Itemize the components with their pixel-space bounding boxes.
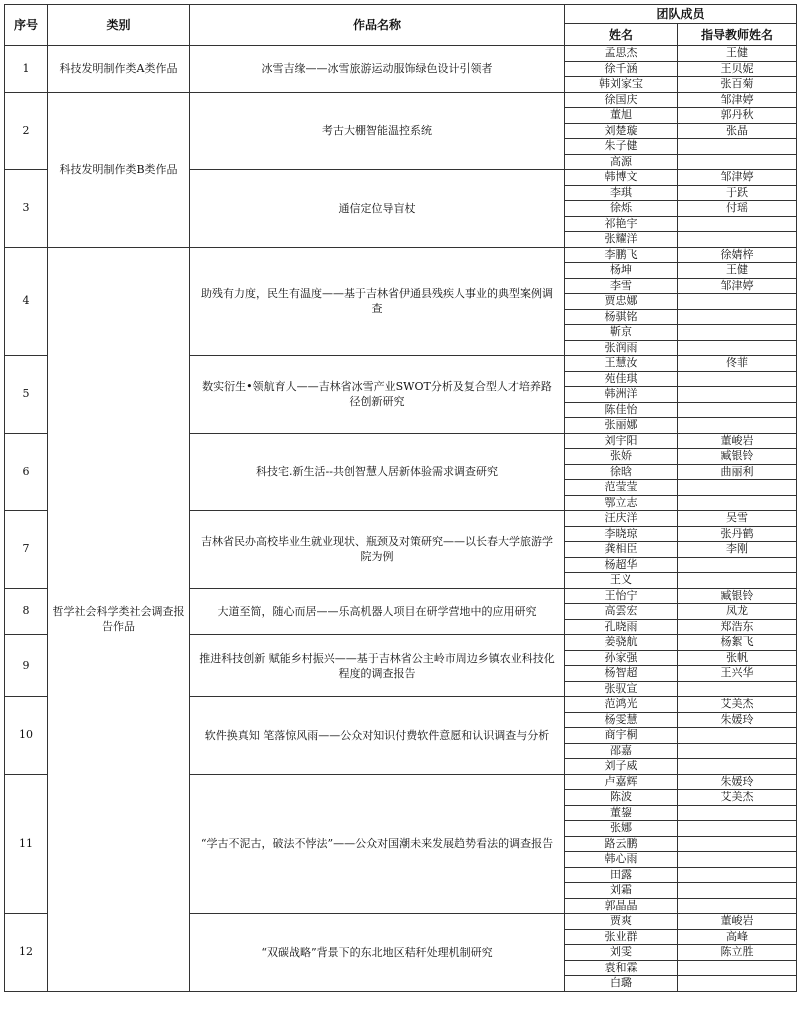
teacher-name: 王贝妮 <box>678 61 797 77</box>
teacher-name: 朱媛玲 <box>678 712 797 728</box>
member-name: 袁和霖 <box>565 960 678 976</box>
teacher-name: 于跃 <box>678 185 797 201</box>
entry-number: 7 <box>5 511 48 589</box>
teacher-name <box>678 387 797 403</box>
member-name: 王义 <box>565 573 678 589</box>
teacher-name: 王兴华 <box>678 666 797 682</box>
table-row <box>5 46 797 62</box>
teacher-name: 董峻岩 <box>678 433 797 449</box>
member-name: 田露 <box>565 867 678 883</box>
member-name: 徐国庆 <box>565 92 678 108</box>
teacher-name <box>678 294 797 310</box>
member-name: 朱子健 <box>565 139 678 155</box>
work-title: 吉林省民办高校毕业生就业现状、瓶颈及对策研究——以长春大学旅游学院为例 <box>190 511 565 589</box>
member-name: 徐晗 <box>565 464 678 480</box>
teacher-name <box>678 418 797 434</box>
entry-number: 3 <box>5 170 48 248</box>
member-name: 王慧汝 <box>565 356 678 372</box>
member-name: 孟思杰 <box>565 46 678 62</box>
work-title: 软件换真知 笔落惊风雨——公众对知识付费软件意愿和认识调查与分析 <box>190 697 565 775</box>
member-name: 刘雯 <box>565 945 678 961</box>
teacher-name: 张丹鹤 <box>678 526 797 542</box>
teacher-name: 郑浩东 <box>678 619 797 635</box>
work-title: 冰雪吉缘——冰雪旅游运动服饰绿色设计引领者 <box>190 46 565 93</box>
teacher-name: 王健 <box>678 46 797 62</box>
header-team: 团队成员 <box>565 5 797 24</box>
member-name: 杨智超 <box>565 666 678 682</box>
teacher-name: 杨絮飞 <box>678 635 797 651</box>
member-name: 张耀洋 <box>565 232 678 248</box>
header-teacher-name: 指导教师姓名 <box>678 24 797 46</box>
member-name: 范鸿光 <box>565 697 678 713</box>
work-title: 数实衍生•领航育人——吉林省冰雪产业SWOT分析及复合型人才培养路径创新研究 <box>190 356 565 434</box>
entry-number: 1 <box>5 46 48 93</box>
entry-number: 5 <box>5 356 48 434</box>
member-name: 刘霜 <box>565 883 678 899</box>
member-name: 孔晓雨 <box>565 619 678 635</box>
member-name: 汪庆洋 <box>565 511 678 527</box>
work-title: 助残有力度，民生有温度——基于吉林省伊通县残疾人事业的典型案例调查 <box>190 247 565 356</box>
work-title: 大道至简，随心而居——乐高机器人项目在研学营地中的应用研究 <box>190 588 565 635</box>
member-name: 杨骐铭 <box>565 309 678 325</box>
member-name: 张润雨 <box>565 340 678 356</box>
teacher-name: 张百菊 <box>678 77 797 93</box>
member-name: 张娇 <box>565 449 678 465</box>
entry-number: 8 <box>5 588 48 635</box>
teacher-name <box>678 867 797 883</box>
category-cell: 科技发明制作类A类作品 <box>48 46 190 93</box>
member-name: 韩心雨 <box>565 852 678 868</box>
member-name: 刘楚璇 <box>565 123 678 139</box>
teacher-name: 佟菲 <box>678 356 797 372</box>
teacher-name: 邹津婷 <box>678 170 797 186</box>
teacher-name <box>678 573 797 589</box>
member-name: 张驭宣 <box>565 681 678 697</box>
teacher-name <box>678 309 797 325</box>
member-name: 高雲宏 <box>565 604 678 620</box>
entry-number: 11 <box>5 774 48 914</box>
entry-number: 2 <box>5 92 48 170</box>
member-name: 徐烁 <box>565 201 678 217</box>
header-work: 作品名称 <box>190 5 565 46</box>
table-row <box>5 92 797 108</box>
work-title: “学古不泥古，破法不悖法”——公众对国潮未来发展趋势看法的调查报告 <box>190 774 565 914</box>
member-name: 杨坤 <box>565 263 678 279</box>
teacher-name: 董峻岩 <box>678 914 797 930</box>
member-name: 李雪 <box>565 278 678 294</box>
entry-number: 6 <box>5 433 48 511</box>
work-title: 推进科技创新 赋能乡村振兴——基于吉林省公主岭市周边乡镇农业科技化程度的调查报告 <box>190 635 565 697</box>
work-title: 考古大棚智能温控系统 <box>190 92 565 170</box>
member-name: 郭晶晶 <box>565 898 678 914</box>
entry-number: 12 <box>5 914 48 992</box>
member-name: 孙家强 <box>565 650 678 666</box>
teacher-name <box>678 139 797 155</box>
teacher-name <box>678 371 797 387</box>
member-name: 王怡宁 <box>565 588 678 604</box>
teacher-name: 臧银铃 <box>678 588 797 604</box>
member-name: 姜骁航 <box>565 635 678 651</box>
member-name: 韩博文 <box>565 170 678 186</box>
teacher-name <box>678 805 797 821</box>
member-name: 鄂立志 <box>565 495 678 511</box>
teacher-name <box>678 743 797 759</box>
member-name: 苑佳琪 <box>565 371 678 387</box>
member-name: 李晓琼 <box>565 526 678 542</box>
member-name: 卢嘉辉 <box>565 774 678 790</box>
teacher-name: 高峰 <box>678 929 797 945</box>
member-name: 陈波 <box>565 790 678 806</box>
teacher-name: 王健 <box>678 263 797 279</box>
teacher-name <box>678 232 797 248</box>
teacher-name: 臧银铃 <box>678 449 797 465</box>
teacher-name <box>678 325 797 341</box>
member-name: 张丽娜 <box>565 418 678 434</box>
teacher-name: 凤龙 <box>678 604 797 620</box>
member-name: 范莹莹 <box>565 480 678 496</box>
entry-number: 10 <box>5 697 48 775</box>
teacher-name <box>678 480 797 496</box>
member-name: 刘子威 <box>565 759 678 775</box>
member-name: 祁艳宇 <box>565 216 678 232</box>
teacher-name <box>678 557 797 573</box>
member-name: 董旭 <box>565 108 678 124</box>
teacher-name <box>678 495 797 511</box>
category-cell: 科技发明制作类B类作品 <box>48 92 190 247</box>
teacher-name: 邹津婷 <box>678 92 797 108</box>
teacher-name: 陈立胜 <box>678 945 797 961</box>
teacher-name: 郭丹秋 <box>678 108 797 124</box>
teacher-name: 吴雪 <box>678 511 797 527</box>
member-name: 贾爽 <box>565 914 678 930</box>
entry-number: 4 <box>5 247 48 356</box>
member-name: 靳京 <box>565 325 678 341</box>
member-name: 白璐 <box>565 976 678 992</box>
entry-number: 9 <box>5 635 48 697</box>
teacher-name <box>678 681 797 697</box>
work-title: 通信定位导盲杖 <box>190 170 565 248</box>
teacher-name <box>678 836 797 852</box>
teacher-name <box>678 402 797 418</box>
member-name: 高源 <box>565 154 678 170</box>
header-member-name: 姓名 <box>565 24 678 46</box>
member-name: 杨雯慧 <box>565 712 678 728</box>
teacher-name: 艾美杰 <box>678 697 797 713</box>
header-category: 类别 <box>48 5 190 46</box>
awards-table <box>4 4 797 992</box>
work-title: “双碳战略”背景下的东北地区秸秆处理机制研究 <box>190 914 565 992</box>
member-name: 商宇桐 <box>565 728 678 744</box>
member-name: 贾忠娜 <box>565 294 678 310</box>
member-name: 邵嘉 <box>565 743 678 759</box>
teacher-name <box>678 340 797 356</box>
teacher-name: 徐婧梓 <box>678 247 797 263</box>
teacher-name <box>678 960 797 976</box>
member-name: 李琪 <box>565 185 678 201</box>
teacher-name <box>678 759 797 775</box>
teacher-name <box>678 154 797 170</box>
member-name: 龚相臣 <box>565 542 678 558</box>
teacher-name: 邹津婷 <box>678 278 797 294</box>
member-name: 徐千涵 <box>565 61 678 77</box>
member-name: 路云鹏 <box>565 836 678 852</box>
member-name: 韩洲洋 <box>565 387 678 403</box>
teacher-name <box>678 821 797 837</box>
teacher-name: 李刚 <box>678 542 797 558</box>
member-name: 张业群 <box>565 929 678 945</box>
member-name: 张娜 <box>565 821 678 837</box>
teacher-name <box>678 976 797 992</box>
teacher-name <box>678 728 797 744</box>
teacher-name: 付瑶 <box>678 201 797 217</box>
teacher-name <box>678 883 797 899</box>
teacher-name: 曲丽利 <box>678 464 797 480</box>
table-body <box>5 46 797 992</box>
teacher-name: 朱媛玲 <box>678 774 797 790</box>
teacher-name <box>678 216 797 232</box>
member-name: 陈佳怡 <box>565 402 678 418</box>
header-seq: 序号 <box>5 5 48 46</box>
member-name: 董鋆 <box>565 805 678 821</box>
teacher-name <box>678 898 797 914</box>
teacher-name: 张晶 <box>678 123 797 139</box>
teacher-name: 艾美杰 <box>678 790 797 806</box>
member-name: 杨超华 <box>565 557 678 573</box>
teacher-name <box>678 852 797 868</box>
category-cell: 哲学社会科学类社会调查报告作品 <box>48 247 190 991</box>
member-name: 韩刘家宝 <box>565 77 678 93</box>
work-title: 科技宅.新生活--共创智慧人居新体验需求调查研究 <box>190 433 565 511</box>
table-row <box>5 247 797 263</box>
member-name: 李鹏飞 <box>565 247 678 263</box>
teacher-name: 张帆 <box>678 650 797 666</box>
member-name: 刘宇阳 <box>565 433 678 449</box>
